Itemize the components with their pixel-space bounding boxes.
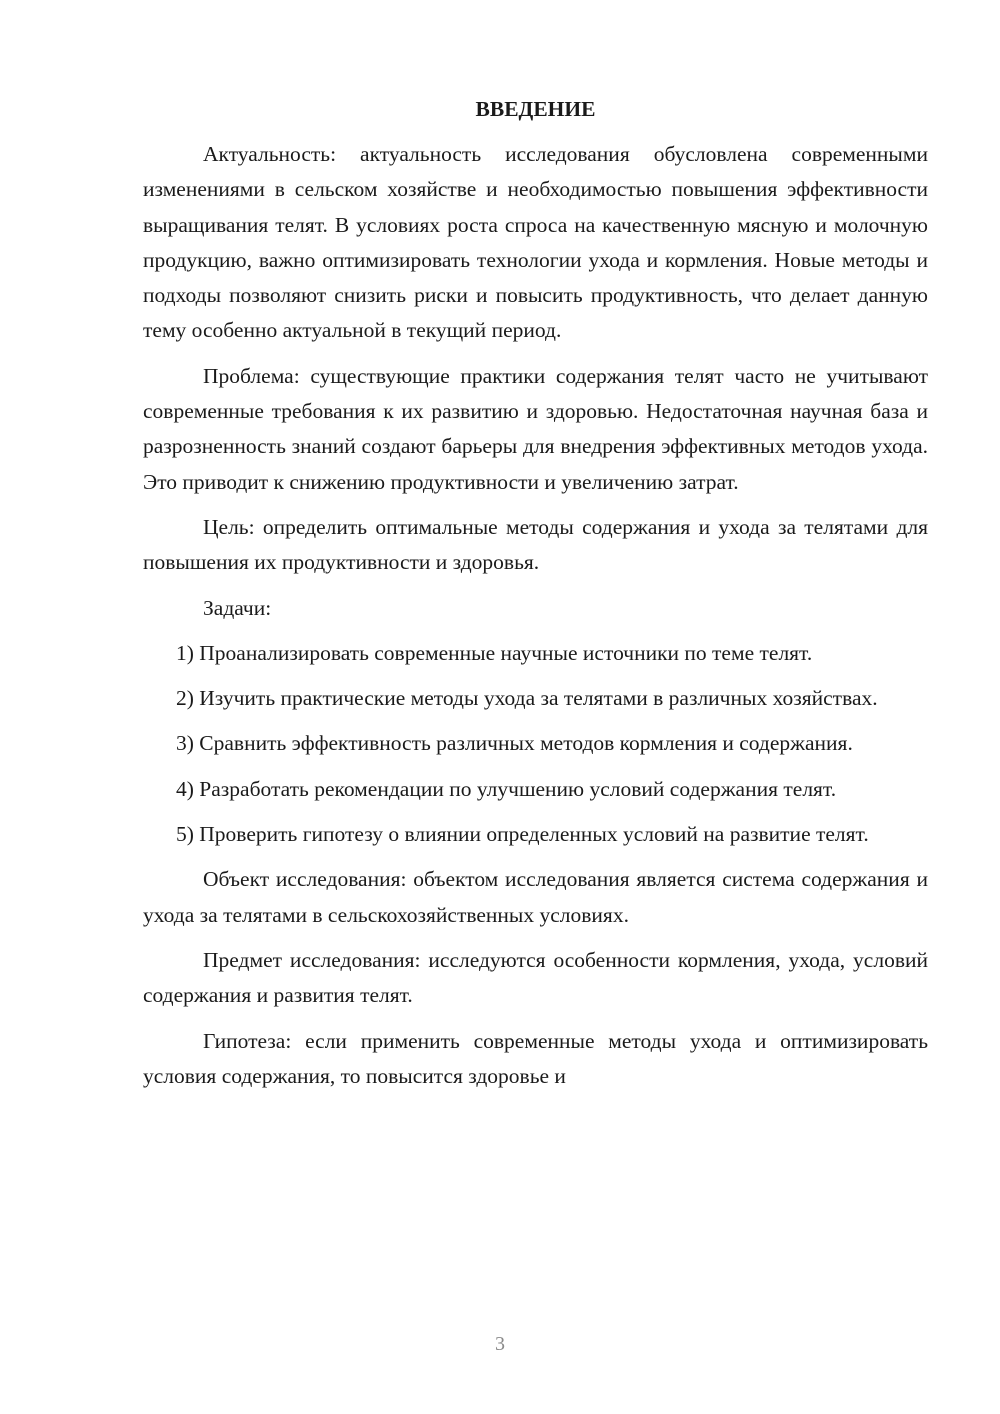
section-heading: ВВЕДЕНИЕ [475, 97, 596, 121]
problem-paragraph: Проблема: существующие практики содержания телят часто не учитывают современные требования к их развитию и здоровью. Недостаточная научная база и разрозненность знаний создают барьеры для внедрения эффективных методов ухода. Это приводит к снижению продуктивности и увеличению затрат. [143, 363, 928, 494]
tasks-heading: Задачи: [203, 595, 272, 620]
task-item-4: 4) Разработать рекомендации по улучшению условий содержания телят. [176, 776, 837, 801]
object-paragraph: Объект исследования: объектом исследования является система содержания и ухода за телятами в сельскохозяйственных условиях. [143, 867, 928, 927]
page-number: 3 [495, 1333, 505, 1355]
task-item-3: 3) Сравнить эффективность различных методов кормления и содержания. [176, 731, 853, 756]
document-page [143, 92, 928, 1104]
subject-paragraph: Предмет исследования: исследуются особенности кормления, ухода, условий содержания и развития телят. [143, 947, 928, 1008]
relevance-paragraph: Актуальность: актуальность исследования обусловлена современными изменениями в сельском хозяйстве и необходимостью повышения эффективности выращивания телят. В условиях роста спроса на качественную мясную и молочную продукцию, важно оптимизировать технологии ухода и кормления. Новые методы и подходы позволяют снизить риски и повысить продуктивность, что делает данную тему особенно актуальной в текущий период. [143, 142, 928, 343]
hypothesis-paragraph: Гипотеза: если применить современные методы ухода и оптимизировать условия содержания, то повысится здоровье и [143, 1028, 928, 1088]
task-item-2: 2) Изучить практические методы ухода за телятами в различных хозяйствах. [176, 686, 878, 711]
goal-paragraph: Цель: определить оптимальные методы содержания и ухода за телятами для повышения их продуктивности и здоровья. [143, 514, 928, 575]
task-item-1: 1) Проанализировать современные научные источники по теме телят. [176, 640, 813, 665]
task-item-5: 5) Проверить гипотезу о влиянии определенных условий на развитие телят. [176, 822, 869, 847]
